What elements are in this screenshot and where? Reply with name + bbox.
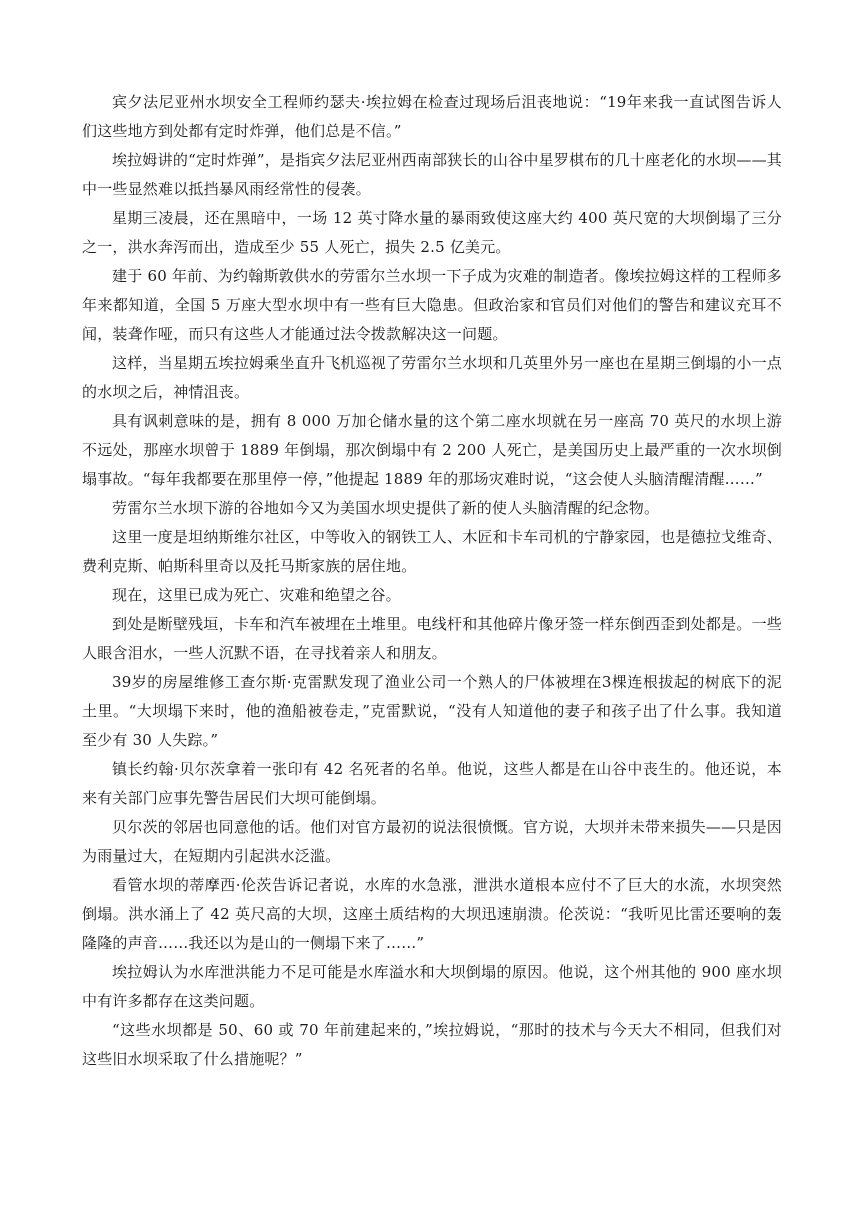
paragraph: 劳雷尔兰水坝下游的谷地如今又为美国水坝史提供了新的使人头脑清醒的纪念物。 bbox=[112, 499, 660, 517]
paragraph: 宾夕法尼亚州水坝安全工程师约瑟夫·埃拉姆在检查过现场后沮丧地说：“19年来我一直试图告诉人们这些地方到处都有定时炸弹，他们总是不信。” bbox=[82, 93, 782, 140]
paragraph: 看管水坝的蒂摩西·伦茨告诉记者说，水库的水急涨，泄洪水道根本应付不了巨大的水流，水坝突然倒塌。洪水涌上了 42 英尺高的大坝，这座土质结构的大坝迅速崩溃。伦茨说：“我听见比雷还要响的轰隆隆的声音……我还以为是山的一侧塌下来了……” bbox=[82, 876, 782, 952]
paragraph: 39岁的房屋维修工查尔斯·克雷默发现了渔业公司一个熟人的尸体被埋在3棵连根拔起的树底下的泥土里。“大坝塌下来时，他的渔船被卷走，”克雷默说，“没有人知道他的妻子和孩子出了什么事。我知道至少有 30 人失踪。” bbox=[82, 673, 782, 749]
paragraph: 建于 60 年前、为约翰斯敦供水的劳雷尔兰水坝一下子成为灾难的制造者。像埃拉姆这样的工程师多年来都知道，全国 5 万座大型水坝中有一些有巨大隐患。但政治家和官员们对他们的警告和建议充耳不闻，装聋作哑，而只有这些人才能通过法令拨款解决这一问题。 bbox=[82, 267, 782, 343]
paragraph: 贝尔茨的邻居也同意他的话。他们对官方最初的说法很愤慨。官方说，大坝并未带来损失——只是因为雨量过大，在短期内引起洪水泛滥。 bbox=[82, 818, 782, 865]
paragraph: “这些水坝都是 50、60 或 70 年前建起来的，”埃拉姆说，“那时的技术与今天大不相同，但我们对这些旧水坝采取了什么措施呢？” bbox=[82, 1021, 782, 1068]
paragraph: 镇长约翰·贝尔茨拿着一张印有 42 名死者的名单。他说，这些人都是在山谷中丧生的。他还说，本来有关部门应事先警告居民们大坝可能倒塌。 bbox=[82, 760, 782, 807]
paragraph: 星期三凌晨，还在黑暗中，一场 12 英寸降水量的暴雨致使这座大约 400 英尺宽的大坝倒塌了三分之一，洪水奔泻而出，造成至少 55 人死亡，损失 2.5 亿美元。 bbox=[82, 209, 782, 256]
paragraph: 现在，这里已成为死亡、灾难和绝望之谷。 bbox=[112, 586, 401, 604]
paragraph: 埃拉姆讲的“定时炸弹”，是指宾夕法尼亚州西南部狭长的山谷中星罗棋布的几十座老化的水坝——其中一些显然难以抵挡暴风雨经常性的侵袭。 bbox=[82, 151, 782, 198]
article-body bbox=[82, 88, 782, 1074]
paragraph: 这里一度是坦纳斯维尔社区，中等收入的钢铁工人、木匠和卡车司机的宁静家园，也是德拉戈维奇、费利克斯、帕斯科里奇以及托马斯家族的居住地。 bbox=[82, 528, 782, 575]
paragraph: 到处是断壁残垣，卡车和汽车被埋在土堆里。电线杆和其他碎片像牙签一样东倒西歪到处都是。一些人眼含泪水，一些人沉默不语，在寻找着亲人和朋友。 bbox=[82, 615, 782, 662]
paragraph: 具有讽刺意味的是，拥有 8 000 万加仑储水量的这个第二座水坝就在另一座高 70 英尺的水坝上游不远处，那座水坝曾于 1889 年倒塌，那次倒塌中有 2 200 人死亡，是美国历史上最严重的一次水坝倒塌事故。“每年我都要在那里停一停，”他提起 1889 年的那场灾难时说，“这会使人头脑清醒清醒……” bbox=[82, 412, 782, 488]
paragraph: 这样，当星期五埃拉姆乘坐直升飞机巡视了劳雷尔兰水坝和几英里外另一座也在星期三倒塌的小一点的水坝之后，神情沮丧。 bbox=[82, 354, 782, 401]
paragraph: 埃拉姆认为水库泄洪能力不足可能是水库溢水和大坝倒塌的原因。他说，这个州其他的 900 座水坝中有许多都存在这类问题。 bbox=[82, 963, 782, 1010]
